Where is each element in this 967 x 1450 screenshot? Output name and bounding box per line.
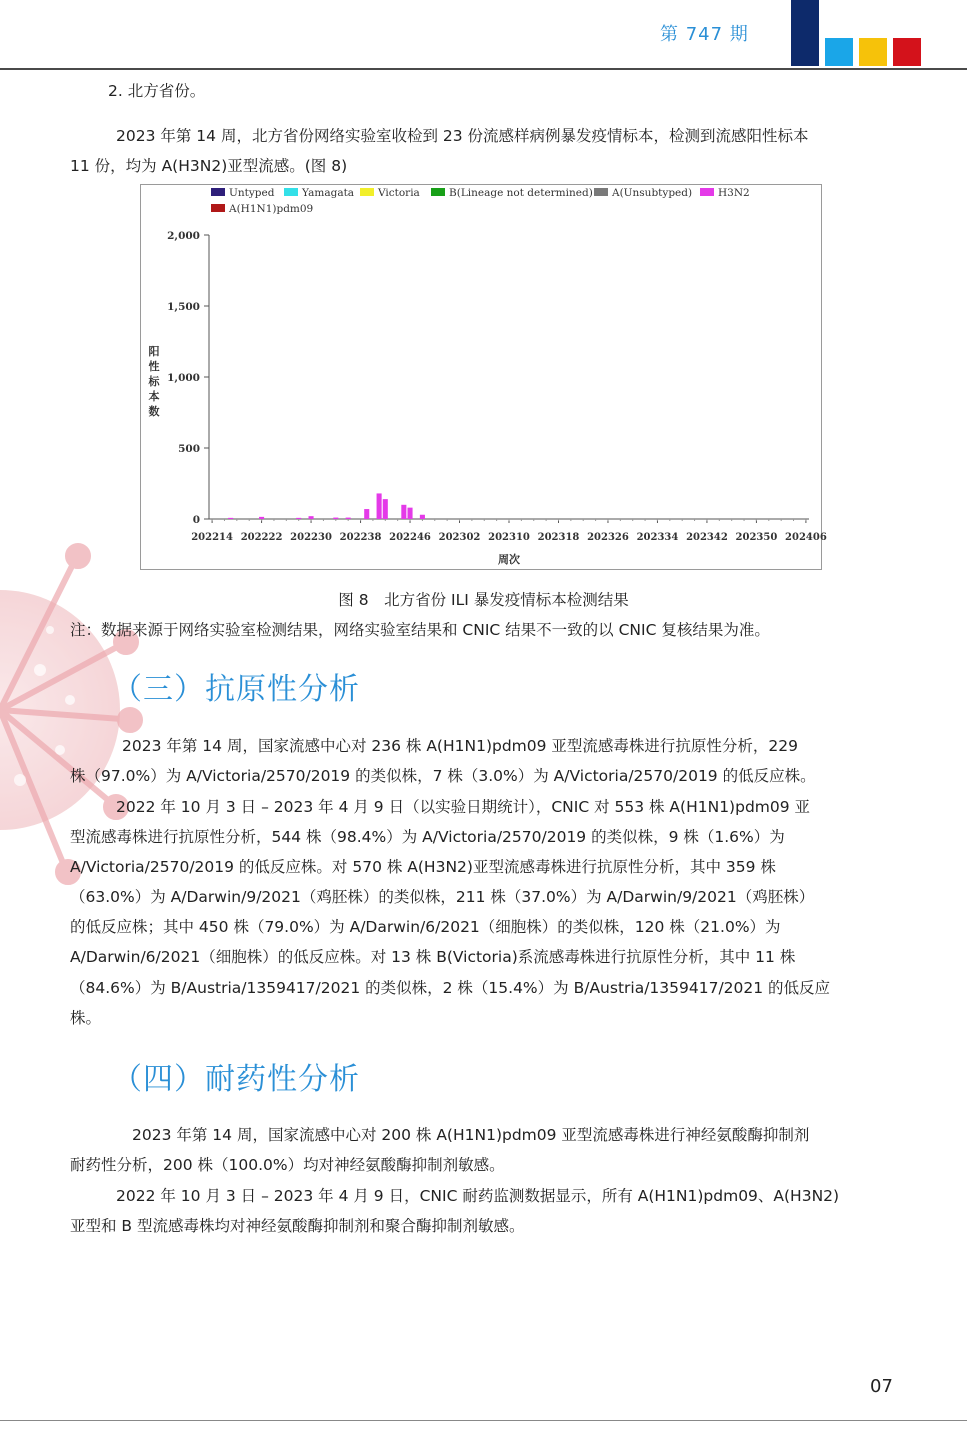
y-tick-label: 500 <box>178 443 200 455</box>
bar-segment <box>346 518 351 519</box>
y-axis-label: 性 <box>148 360 160 373</box>
paragraph-line: 株。 <box>70 1009 102 1027</box>
legend-label: A(Unsubtyped) <box>612 187 693 199</box>
x-tick-label: 202238 <box>339 532 382 543</box>
y-tick-label: 0 <box>192 514 200 526</box>
brand-block-cyan <box>825 38 853 66</box>
y-tick-label: 1,500 <box>167 301 200 313</box>
legend-label: Untyped <box>229 187 275 199</box>
paragraph-line: 11 份，均为 A(H3N2)亚型流感。(图 8) <box>70 157 348 175</box>
x-tick-label: 202406 <box>785 532 827 543</box>
paragraph-line: A/Victoria/2570/2019 的低反应株。对 570 株 A(H3N2)亚型流感毒株进行抗原性分析，其中 359 株 <box>70 858 776 876</box>
paragraph-line: 2023 年第 14 周，北方省份网络实验室收检到 23 份流感样病例暴发疫情标本，检测到流感阳性标本 <box>116 127 809 145</box>
figure-caption: 图 8 北方省份 ILI 暴发疫情标本检测结果 <box>338 591 629 609</box>
bar-segment <box>420 515 425 519</box>
chart-svg <box>141 185 827 569</box>
bar-segment <box>401 505 406 519</box>
header-rule <box>0 68 967 70</box>
y-axis-label: 数 <box>148 405 160 418</box>
x-tick-label: 202310 <box>488 532 530 543</box>
paragraph-line: 2023 年第 14 周，国家流感中心对 236 株 A(H1N1)pdm09 亚型流感毒株进行抗原性分析，229 <box>122 737 799 755</box>
issue-number: 第 747 期 <box>660 24 749 45</box>
figure-note: 注：数据来源于网络实验室检测结果，网络实验室结果和 CNIC 结果不一致的以 CNIC 复核结果为准。 <box>70 621 770 639</box>
x-tick-label: 202342 <box>686 532 728 543</box>
x-tick-label: 202222 <box>240 532 283 543</box>
brand-block-yellow <box>859 38 887 66</box>
legend-swatch <box>284 188 298 196</box>
x-tick-label: 202334 <box>636 532 679 543</box>
legend-swatch <box>700 188 714 196</box>
legend-swatch <box>211 204 225 212</box>
paragraph-line: 亚型和 B 型流感毒株均对神经氨酸酶抑制剂和聚合酶抑制剂敏感。 <box>70 1217 525 1235</box>
list-item-north: 2. 北方省份。 <box>108 82 206 100</box>
x-tick-label: 202302 <box>438 532 481 543</box>
legend-label: H3N2 <box>718 187 750 199</box>
paragraph-line: 耐药性分析，200 株（100.0%）均对神经氨酸酶抑制剂敏感。 <box>70 1156 505 1174</box>
legend-swatch <box>211 188 225 196</box>
bar-segment <box>228 518 233 519</box>
x-tick-label: 202326 <box>587 532 629 543</box>
legend-label: A(H1N1)pdm09 <box>229 203 314 215</box>
bar-segment <box>333 518 338 519</box>
paragraph-line: 的低反应株；其中 450 株（79.0%）为 A/Darwin/6/2021（细胞株）的类似株，120 株（21.0%）为 <box>70 918 781 936</box>
y-tick-label: 2,000 <box>167 230 200 242</box>
legend-swatch <box>594 188 608 196</box>
bar-segment <box>377 493 382 519</box>
paragraph-line: （63.0%）为 A/Darwin/9/2021（鸡胚株）的类似株，211 株（37.0%）为 A/Darwin/9/2021（鸡胚株） <box>70 888 815 906</box>
bar-segment <box>383 499 388 519</box>
brand-block-red <box>893 38 921 66</box>
paragraph-line: 型流感毒株进行抗原性分析，544 株（98.4%）为 A/Victoria/2570/2019 的类似株，9 株（1.6%）为 <box>70 828 785 846</box>
page-number: 07 <box>870 1376 893 1397</box>
bar-segment <box>309 516 314 519</box>
brand-block-navy <box>791 0 819 66</box>
paragraph-line: 株（97.0%）为 A/Victoria/2570/2019 的类似株，7 株（3.0%）为 A/Victoria/2570/2019 的低反应株。 <box>70 767 816 785</box>
bar-segment <box>364 509 369 519</box>
paragraph-line: 2022 年 10 月 3 日 – 2023 年 4 月 9 日（以实验日期统计），CNIC 对 553 株 A(H1N1)pdm09 亚 <box>116 798 811 816</box>
bar-segment <box>259 517 264 519</box>
x-tick-label: 202230 <box>290 532 332 543</box>
footer-rule <box>0 1420 967 1421</box>
section-title-resistance: （四）耐药性分析 <box>112 1062 360 1097</box>
x-tick-label: 202246 <box>389 532 431 543</box>
y-axis-label: 阳 <box>148 345 160 358</box>
legend-label: B(Lineage not determined) <box>449 187 593 199</box>
paragraph-line: 2023 年第 14 周，国家流感中心对 200 株 A(H1N1)pdm09 亚型流感毒株进行神经氨酸酶抑制剂 <box>132 1126 810 1144</box>
section-title-antigenic: （三）抗原性分析 <box>112 672 360 707</box>
y-axis-label: 标 <box>148 375 160 388</box>
y-tick-label: 1,000 <box>167 372 200 384</box>
legend-swatch <box>360 188 374 196</box>
legend-swatch <box>431 188 445 196</box>
bar-segment <box>407 508 412 519</box>
legend-label: Yamagata <box>302 187 355 199</box>
paragraph-line: A/Darwin/6/2021（细胞株）的低反应株。对 13 株 B(Victoria)系流感毒株进行抗原性分析，其中 11 株 <box>70 948 796 966</box>
x-tick-label: 202318 <box>537 532 580 543</box>
bar-segment <box>296 518 301 519</box>
legend-label: Victoria <box>378 187 420 199</box>
x-tick-label: 202350 <box>735 532 778 543</box>
x-tick-label: 202214 <box>191 532 233 543</box>
y-axis-label: 本 <box>148 390 160 403</box>
figure-8-chart <box>140 184 827 570</box>
paragraph-line: （84.6%）为 B/Austria/1359417/2021 的类似株，2 株（15.4%）为 B/Austria/1359417/2021 的低反应 <box>70 979 831 997</box>
paragraph-line: 2022 年 10 月 3 日 – 2023 年 4 月 9 日，CNIC 耐药监测数据显示，所有 A(H1N1)pdm09、A(H3N2) <box>116 1187 840 1205</box>
x-axis-label: 周次 <box>498 553 520 566</box>
